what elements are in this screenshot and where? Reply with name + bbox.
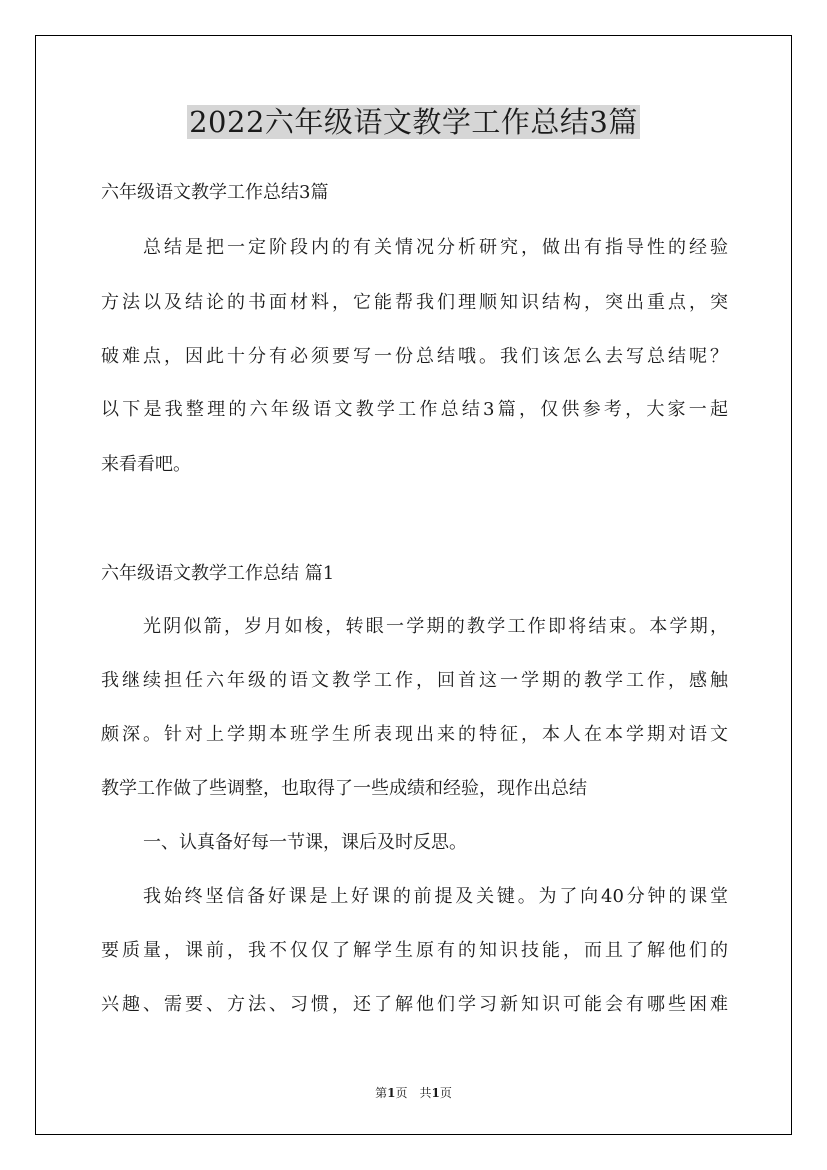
- subtitle: 六年级语文教学工作总结3篇: [101, 182, 329, 203]
- footer-suffix: 页: [439, 1086, 452, 1100]
- point-one-heading: 一、认真备好每一节课，课后及时反思。: [143, 832, 467, 853]
- section-heading: 六年级语文教学工作总结 篇1: [101, 563, 335, 584]
- point-one-line-3: 兴趣、需要、方法、习惯，还了解他们学习新知识可能会有哪些困难: [101, 994, 728, 1015]
- intro-line-1: 总结是把一定阶段内的有关情况分析研究，做出有指导性的经验: [143, 237, 728, 258]
- section-line-2: 我继续担任六年级的语文教学工作，回首这一学期的教学工作，感触: [101, 670, 728, 691]
- footer-total-pages: 1: [431, 1086, 440, 1100]
- section-line-4: 教学工作做了些调整，也取得了一些成绩和经验，现作出总结: [101, 778, 587, 799]
- footer-prefix: 第: [375, 1086, 388, 1100]
- intro-line-2: 方法以及结论的书面材料，它能帮我们理顺知识结构，突出重点，突: [101, 292, 728, 313]
- section-line-3: 颇深。针对上学期本班学生所表现出来的特征，本人在本学期对语文: [101, 724, 728, 745]
- point-one-line-1: 我始终坚信备好课是上好课的前提及关键。为了向40分钟的课堂: [143, 886, 728, 907]
- point-one-line-2: 要质量，课前，我不仅仅了解学生原有的知识技能，而且了解他们的: [101, 940, 728, 961]
- intro-line-5: 来看看吧。: [101, 454, 191, 475]
- document-title: [0, 101, 827, 143]
- footer-mid: 页 共: [395, 1086, 432, 1100]
- section-line-1: 光阴似箭，岁月如梭，转眼一学期的教学工作即将结束。本学期，: [143, 616, 728, 637]
- page-footer: [0, 1085, 827, 1101]
- document-title-text: 2022六年级语文教学工作总结3篇: [189, 105, 638, 139]
- intro-line-3: 破难点，因此十分有必须要写一份总结哦。我们该怎么去写总结呢？: [101, 346, 728, 367]
- footer-page-number: 1: [387, 1086, 396, 1100]
- intro-line-4: 以下是我整理的六年级语文教学工作总结3篇，仅供参考，大家一起: [101, 399, 728, 420]
